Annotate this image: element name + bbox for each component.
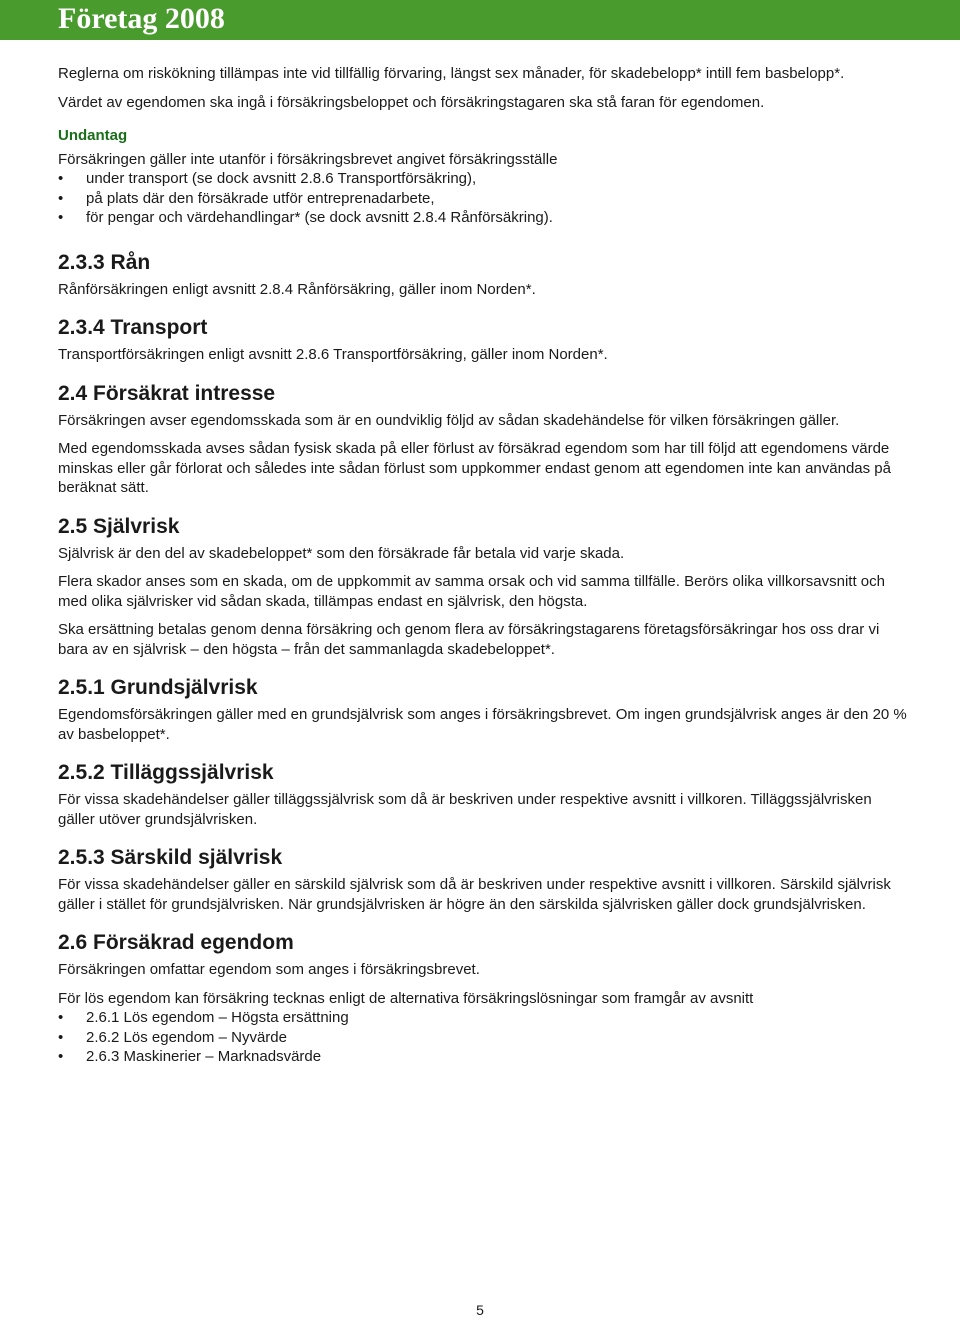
section-heading-2-4: 2.4 Försäkrat intresse <box>58 381 276 405</box>
undantag-heading: Undantag <box>58 127 128 144</box>
list-item: • 2.6.3 Maskinerier – Marknadsvärde <box>58 1048 322 1065</box>
page-number: 5 <box>476 1302 484 1318</box>
list-item: • 2.6.2 Lös egendom – Nyvärde <box>58 1028 287 1046</box>
undantag-list <box>58 169 908 228</box>
bullet-icon: • <box>58 1048 64 1065</box>
bullet-icon: • <box>58 209 64 226</box>
section-2-6-list <box>58 1008 908 1067</box>
intro-paragraph-2: Värdet av egendomen ska ingå i försäkringsbeloppet och försäkringstagaren ska stå faran för egendomen. <box>58 93 765 111</box>
section-text-2-5-1: Egendomsförsäkringen gäller med en grundsjälvrisk som anges i försäkringsbrevet. Om ingen grundsjälvrisk anges är den 20 % av basbeloppet*. <box>58 706 907 743</box>
list-item: • 2.6.1 Lös egendom – Högsta ersättning <box>58 1009 349 1026</box>
section-text-2-5-2: För vissa skadehändelser gäller tilläggssjälvrisk som då är beskriven under respektive avsnitt i villkoren. Tilläggssjälvrisken gäller utöver grundsjälvrisken. <box>58 791 872 828</box>
intro-paragraph-1: Reglerna om riskökning tillämpas inte vid tillfällig förvaring, längst sex månader, för skadebelopp* intill fem basbelopp*. <box>58 65 845 82</box>
section-text-2-6-p2: För lös egendom kan försäkring tecknas enligt de alternativa försäkringslösningar som framgår av avsnitt <box>58 989 754 1007</box>
bullet-icon: • <box>58 1028 64 1046</box>
bullet-icon: • <box>58 170 64 187</box>
section-text-2-3-3: Rånförsäkringen enligt avsnitt 2.8.4 Rånförsäkring, gäller inom Norden*. <box>58 280 536 298</box>
section-heading-2-5-2: 2.5.2 Tilläggssjälvrisk <box>58 761 274 784</box>
section-heading-2-3-4: 2.3.4 Transport <box>58 316 208 339</box>
section-heading-2-6: 2.6 Försäkrad egendom <box>58 931 294 954</box>
section-text-2-3-4: Transportförsäkringen enligt avsnitt 2.8.6 Transportförsäkring, gäller inom Norden*. <box>58 346 608 363</box>
section-heading-2-5: 2.5 Självrisk <box>58 514 180 538</box>
list-item: • på plats där den försäkrade utför entreprenadarbete, <box>58 189 435 207</box>
section-text-2-4-p1: Försäkringen avser egendomsskada som är en oundviklig följd av sådan skadehändelse för vilken försäkringen gäller. <box>58 411 840 429</box>
section-text-2-5-p2: Flera skador anses som en skada, om de uppkommit av samma orsak och vid samma tillfälle. Berörs olika villkorsavsnitt och med olika självrisker vid sådan skada, tillämpas endast en självrisk, den högsta. <box>58 573 885 610</box>
list-item: • för pengar och värdehandlingar* (se dock avsnitt 2.8.4 Rånförsäkring). <box>58 209 553 226</box>
document-body <box>58 64 908 1076</box>
section-heading-2-5-1: 2.5.1 Grundsjälvrisk <box>58 676 258 699</box>
section-text-2-5-3: För vissa skadehändelser gäller en särskild självrisk som då är beskriven under respektive avsnitt i villkoren. Särskild självrisk gäller i stället för grundsjälvrisken. När grundsjälvrisken är högre än den särskilda självrisken gäller dock grundsjälvrisken. <box>58 876 891 913</box>
undantag-text: Försäkringen gäller inte utanför i försäkringsbrevet angivet försäkringsställe <box>58 150 558 168</box>
section-heading-2-3-3: 2.3.3 Rån <box>58 250 151 274</box>
bullet-icon: • <box>58 189 64 207</box>
page-title: Företag 2008 <box>58 2 225 35</box>
bullet-icon: • <box>58 1009 64 1026</box>
section-text-2-5-p1: Självrisk är den del av skadebeloppet* som den försäkrade får betala vid varje skada. <box>58 544 625 562</box>
section-heading-2-5-3: 2.5.3 Särskild självrisk <box>58 846 283 869</box>
section-text-2-6-p1: Försäkringen omfattar egendom som anges i försäkringsbrevet. <box>58 961 480 978</box>
list-item: • under transport (se dock avsnitt 2.8.6 Transportförsäkring), <box>58 170 477 187</box>
section-text-2-4-p2: Med egendomsskada avses sådan fysisk skada på eller förlust av försäkrad egendom som har till följd att egendomens värde minskas eller går förlorat och således inte sådan förlust som uppkommer endast genom att egendomen inte kan användas på beräknat sätt. <box>58 440 891 496</box>
header-bar <box>0 0 960 40</box>
section-text-2-5-p3: Ska ersättning betalas genom denna försäkring och genom flera av försäkringstagarens företagsförsäkringar hos oss drar vi bara av en självrisk – den högsta – från det sammanlagda skadebeloppet*. <box>58 621 880 658</box>
